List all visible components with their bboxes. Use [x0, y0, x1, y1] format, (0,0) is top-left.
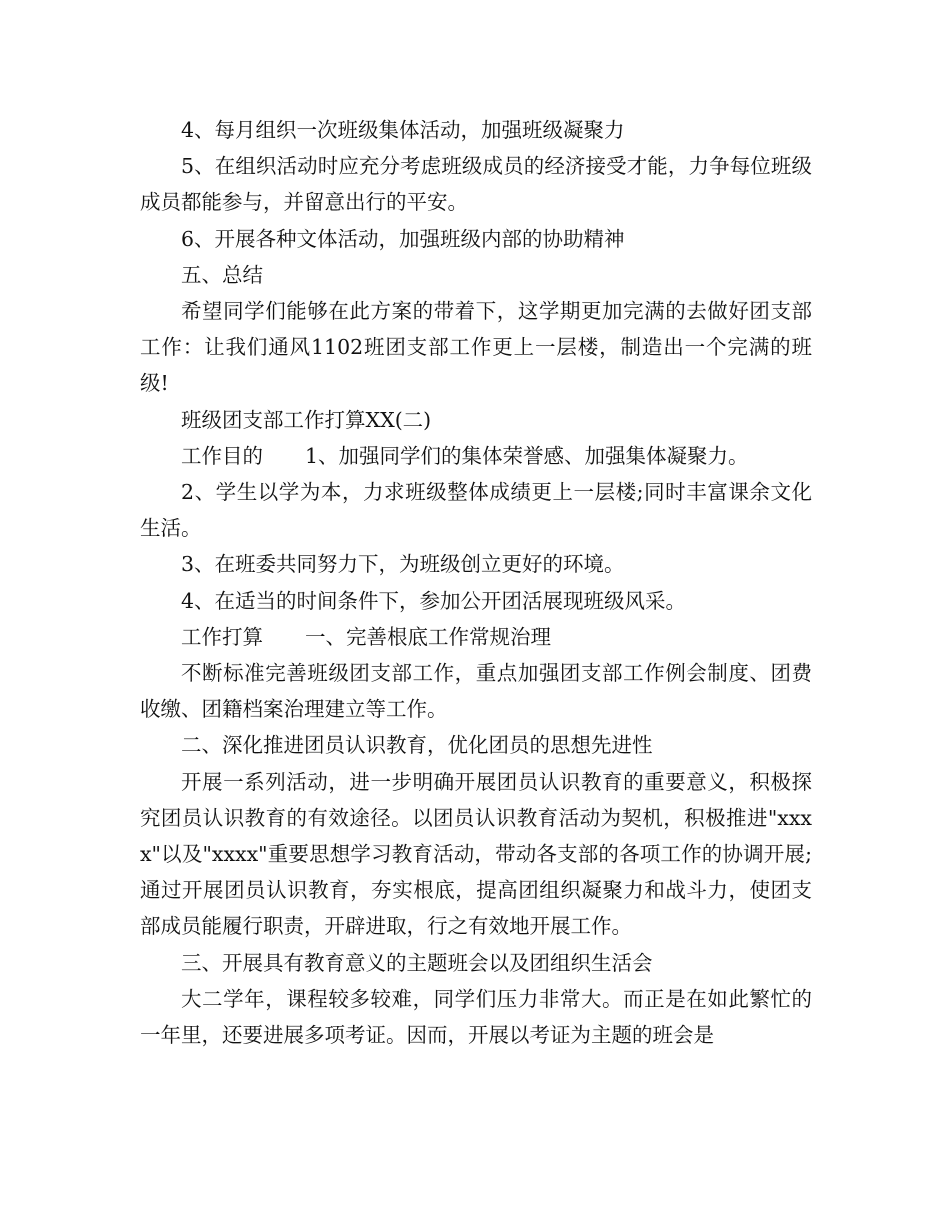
- goal-row: [140, 438, 812, 474]
- plan-paragraph-2: 开展一系列活动，进一步明确开展团员认识教育的重要意义，积极探究团员认识教育的有效途径。以团员认识教育活动为契机，积极推进"xxxx"以及"xxxx"重要思想学习教育活动，带动各支部的各项工作的协调开展;通过开展团员认识教育，夯实根底，提高团组织凝聚力和战斗力，使团支部成员能履行职责，开辟进取，行之有效地开展工作。: [140, 769, 812, 939]
- document-body: [140, 112, 812, 1053]
- plan-paragraph-1: 不断标准完善班级团支部工作，重点加强团支部工作例会制度、团费收缴、团籍档案治理建立等工作。: [140, 661, 812, 722]
- goal-item-4: 4、在适当的时间条件下，参加公开团活展现班级风采。: [181, 588, 687, 613]
- plan-text: 一、完善根底工作常规治理: [305, 624, 551, 649]
- section-heading-3: 三、开展具有教育意义的主题班会以及团组织生活会: [181, 950, 653, 975]
- goal-item-3: 3、在班委共同努力下，为班级创立更好的环境。: [181, 552, 625, 577]
- goal-text: 1、加强同学们的集体荣誉感、加强集体凝聚力。: [305, 443, 749, 468]
- section-heading-2: 二、深化推进团员认识教育，优化团员的思想先进性: [181, 733, 653, 758]
- plan-paragraph-3: 大二学年，课程较多较难，同学们压力非常大。而正是在如此繁忙的一年里，还要进展多项考证。因而，开展以考证为主题的班会是: [140, 986, 812, 1048]
- plan-row: [140, 619, 812, 655]
- paragraph-item-5: 5、在组织活动时应充分考虑班级成员的经济接受才能，力争每位班级成员都能参与，并留意出行的平安。: [140, 154, 812, 215]
- section-heading-summary: 五、总结: [181, 262, 263, 287]
- summary-paragraph: 希望同学们能够在此方案的带着下，这学期更加完满的去做好团支部工作：让我们通风1102班团支部工作更上一层楼，制造出一个完满的班级!: [140, 299, 812, 396]
- plan-label: 工作打算: [181, 624, 263, 649]
- goal-label: 工作目的: [181, 443, 263, 468]
- document-subtitle: 班级团支部工作打算XX(二): [181, 407, 432, 432]
- paragraph-item-4: 4、每月组织一次班级集体活动，加强班级凝聚力: [181, 118, 625, 142]
- goal-item-2: 2、学生以学为本，力求班级整体成绩更上一层楼;同时丰富课余文化生活。: [140, 480, 812, 541]
- paragraph-item-6: 6、开展各种文体活动，加强班级内部的协助精神: [181, 226, 625, 251]
